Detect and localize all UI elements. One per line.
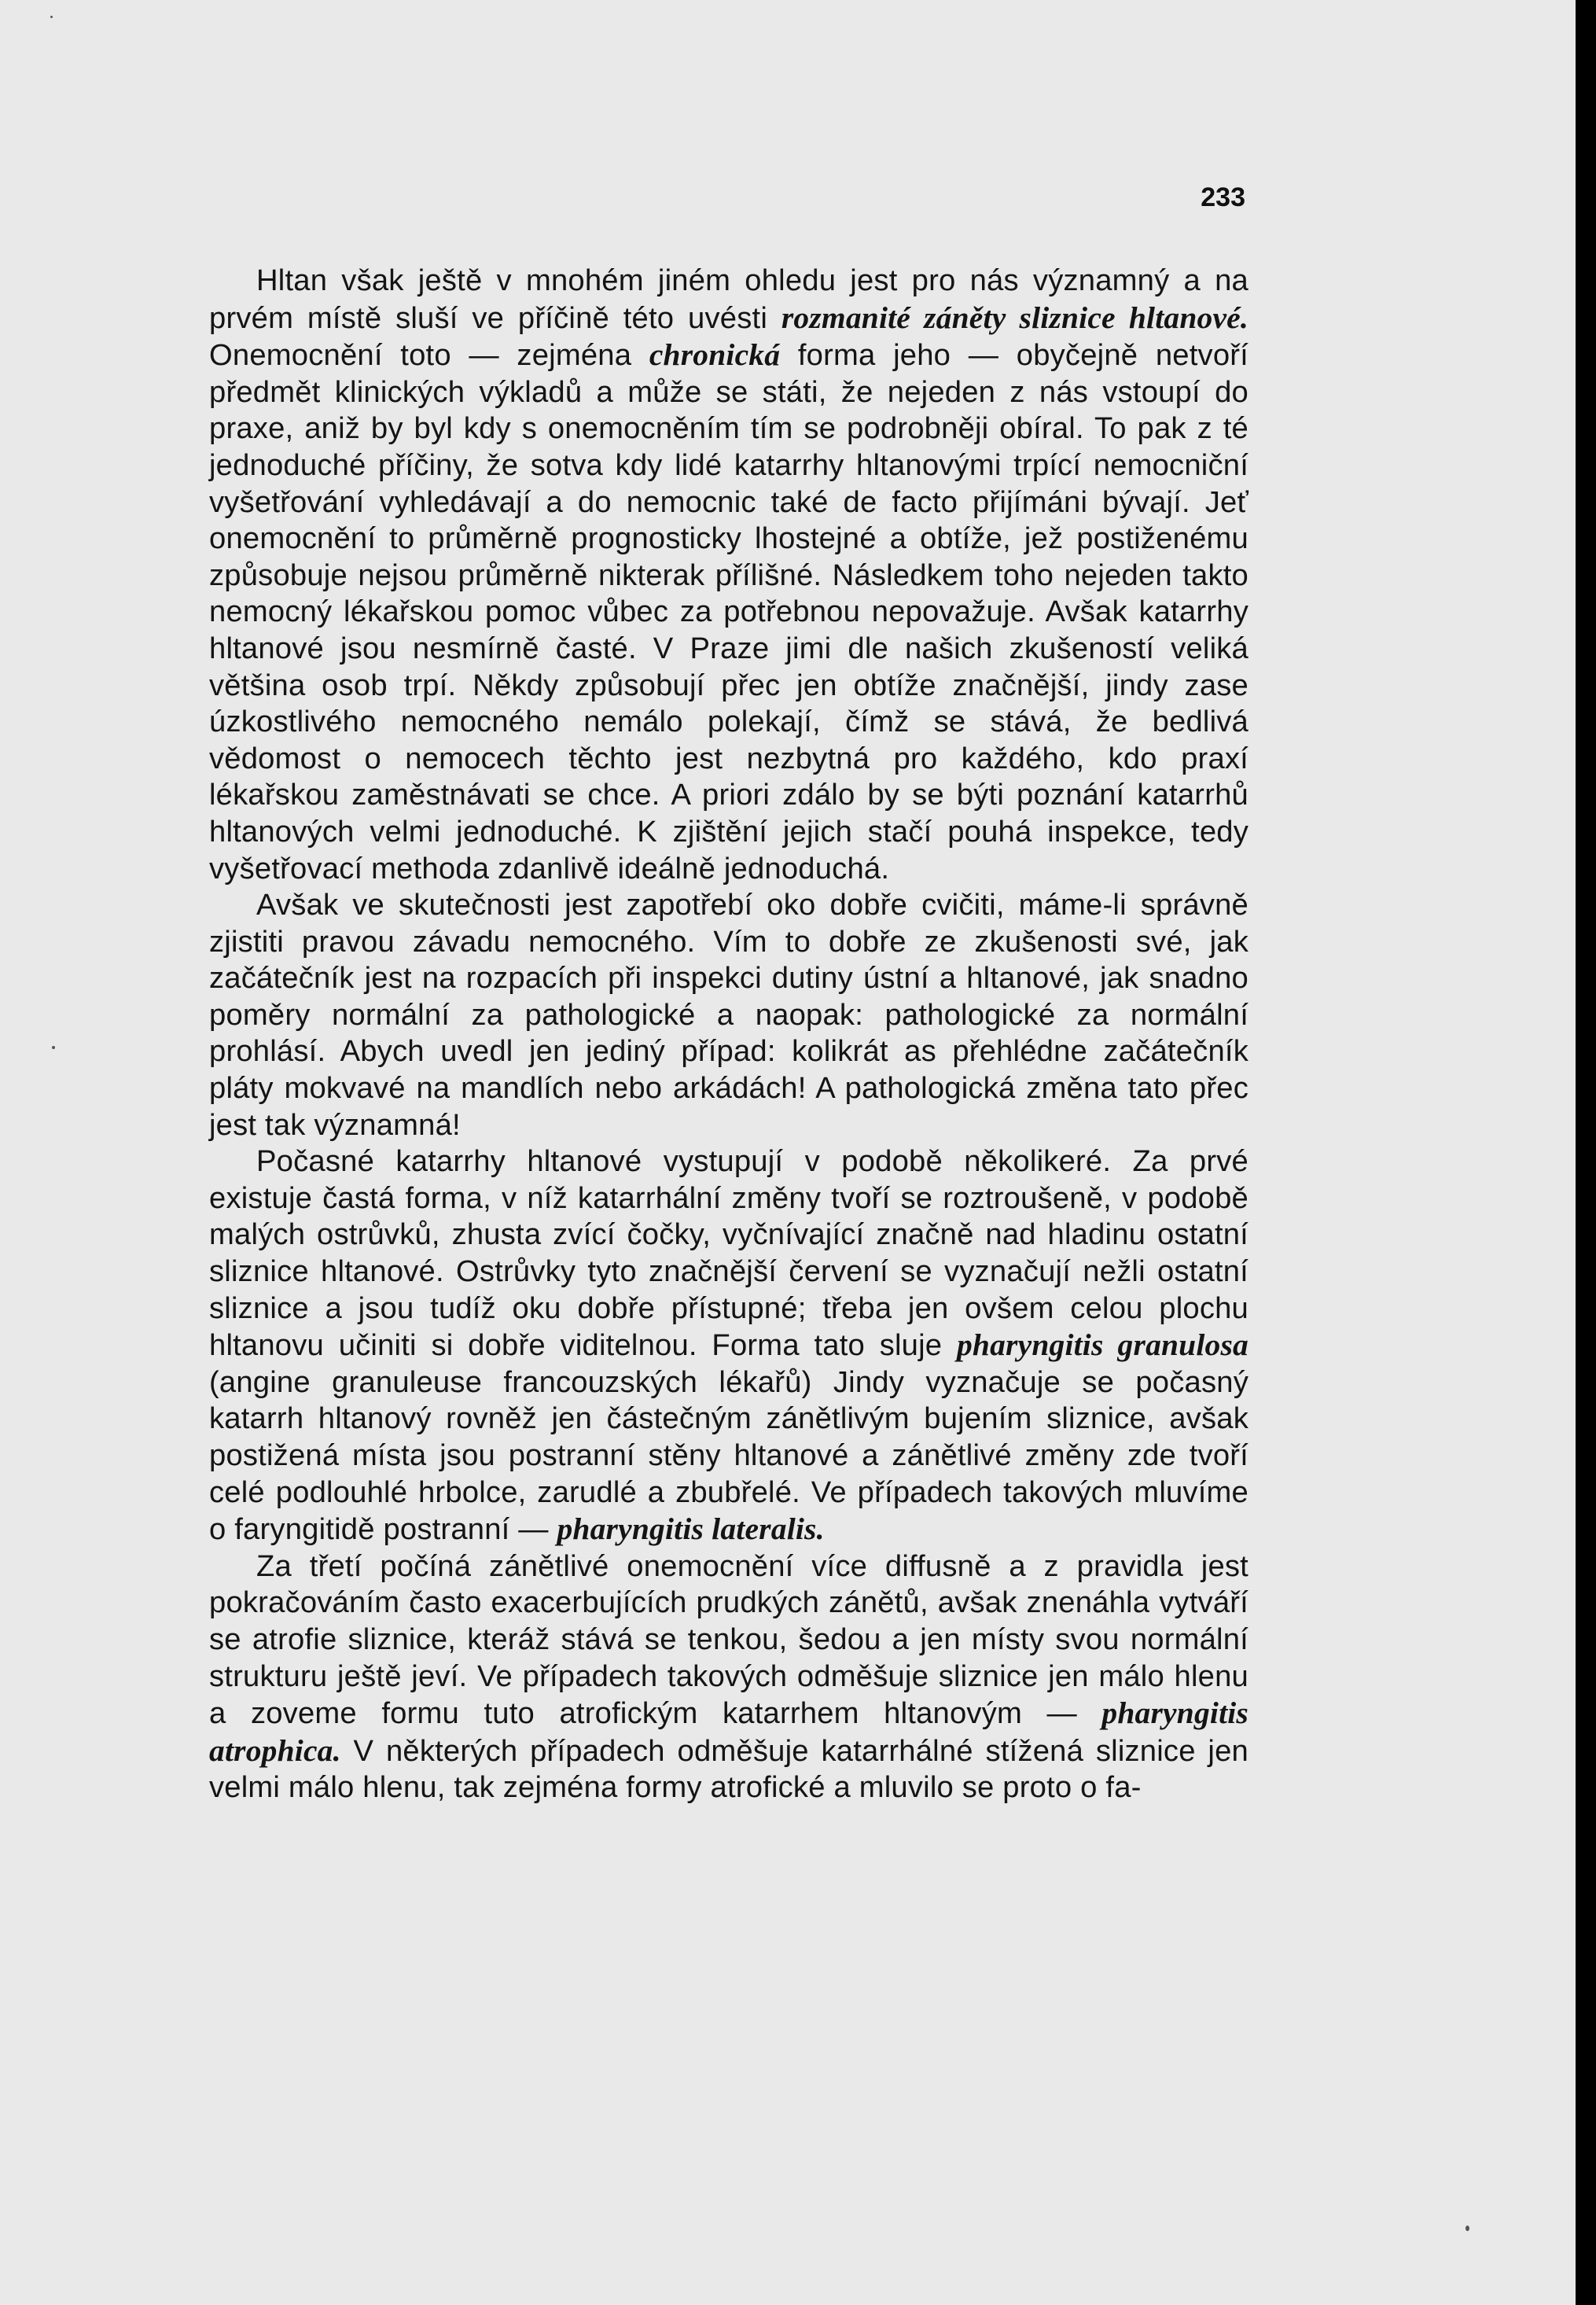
text-run: Onemocnění toto — zejména bbox=[209, 338, 649, 373]
paragraph bbox=[209, 1143, 1248, 1548]
paragraph bbox=[209, 1548, 1248, 1806]
italic-term: chronická bbox=[649, 337, 781, 373]
scan-speck bbox=[52, 1046, 55, 1049]
paragraph bbox=[209, 263, 1248, 887]
italic-term: pharyngitis atrophica. bbox=[209, 1696, 1248, 1768]
scan-speck bbox=[1465, 2226, 1469, 2231]
text-run: Počasné katarrhy hltanové vystupují v podobě několikeré. Za prvé existuje častá forma, v níž katarrhální změny tvoří se roztroušeně, v podobě malých ostrůvků, zhusta zvící čočky, vyčnívající značně nad hladinu ostatní sliznice hltanové. Ostrůvky tyto značnější červení se vyznačují nežli ostatní sliznice a jsou tudíž oku dobře přístupné; třeba jen ovšem celou plochu hltanovu učiniti si dobře viditelnou. Forma tato sluje bbox=[209, 1144, 1248, 1363]
italic-term: rozmanité záněty sliznice hltanové. bbox=[781, 300, 1248, 335]
text-run: Avšak ve skutečnosti jest zapotřebí oko dobře cvičiti, máme-li správně zjistiti pravou závadu nemocného. Vím to dobře ze zkušenosti své, jak začátečník jest na rozpacích při inspekci dutiny ústní a hltanové, jak snadno poměry normální za pathologické a naopak: pathologické za normální prohlásí. Abych uvedl jen jediný případ: kolikrát as přehlédne začátečník pláty mokvavé na mandlích nebo arkádách! A pathologická změna tato přec jest tak významná! bbox=[209, 888, 1248, 1142]
text-run: V některých případech odměšuje katarrhálné stížená sliznice jen velmi málo hlenu, tak zejména formy atrofické a mluvilo se proto o fa- bbox=[209, 1733, 1248, 1805]
italic-term: pharyngitis lateralis. bbox=[557, 1512, 825, 1547]
scan-speck bbox=[50, 16, 53, 18]
body-text bbox=[209, 263, 1248, 1806]
paragraph bbox=[209, 887, 1248, 1143]
text-run: forma jeho — obyčejně netvoří předmět klinických výkladů a může se státi, že nejeden z nás vstoupí do praxe, aniž by byl kdy s onemocněním tím se podrobněji obíral. To pak z té jednoduché příčiny, že sotva kdy lidé katarrhy hltanovými trpící nemocniční vyšetřování vyhledávají a do nemocnic také de facto přijímáni bývají. Jeť onemocnění to průměrně prognosticky lhostejné a obtíže, jež postiženému způsobuje nejsou průměrně nikterak přílišné. Následkem toho nejeden takto nemocný lékařskou pomoc vůbec za potřebnou nepovažuje. Avšak katarrhy hltanové jsou nesmírně časté. V Praze jimi dle našich zkušeností veliká většina osob trpí. Někdy způsobují přec jen obtíže značnější, jindy zase úzkostlivého nemocného nemálo polekají, čímž se stává, že bedlivá vědomost o nemocech těchto jest nezbytná pro každého, kdo praxí lékařskou zaměstnávati se chce. A priori zdálo by se býti poznání katarrhů hltanových velmi jednoduché. K zjištění jejich stačí pouhá inspekce, tedy vyšetřovací methoda zdanlivě ideálně jednoduchá. bbox=[209, 338, 1248, 886]
page-number: 233 bbox=[1201, 182, 1245, 212]
text-run: Hltan však ještě v mnohém jiném ohledu jest pro nás významný a na prvém místě sluší ve příčině této uvésti bbox=[209, 263, 1248, 335]
text-run: (angine granuleuse francouzských lékařů) Jindy vyznačuje se počasný katarrh hltanový rovněž jen částečným zánětlivým bujením sliznice, avšak postižená místa jsou postranní stěny hltanové a zánětlivé změny zde tvoří celé podlouhlé hrbolce, zarudlé a zbubřelé. Ve případech takových mluvíme o faryngitidě postranní — bbox=[209, 1364, 1248, 1547]
italic-term: pharyngitis granulosa bbox=[956, 1327, 1248, 1363]
text-run: Za třetí počíná zánětlivé onemocnění více diffusně a z pravidla jest pokračováním často exacerbujících prudkých zánětů, avšak znenáhla vytváří se atrofie sliznice, kteráž stává se tenkou, šedou a jen místy svou normální strukturu ještě jeví. Ve případech takových odměšuje sliznice jen málo hlenu a zoveme formu tuto atrofickým katarrhem hltanovým — bbox=[209, 1548, 1248, 1731]
